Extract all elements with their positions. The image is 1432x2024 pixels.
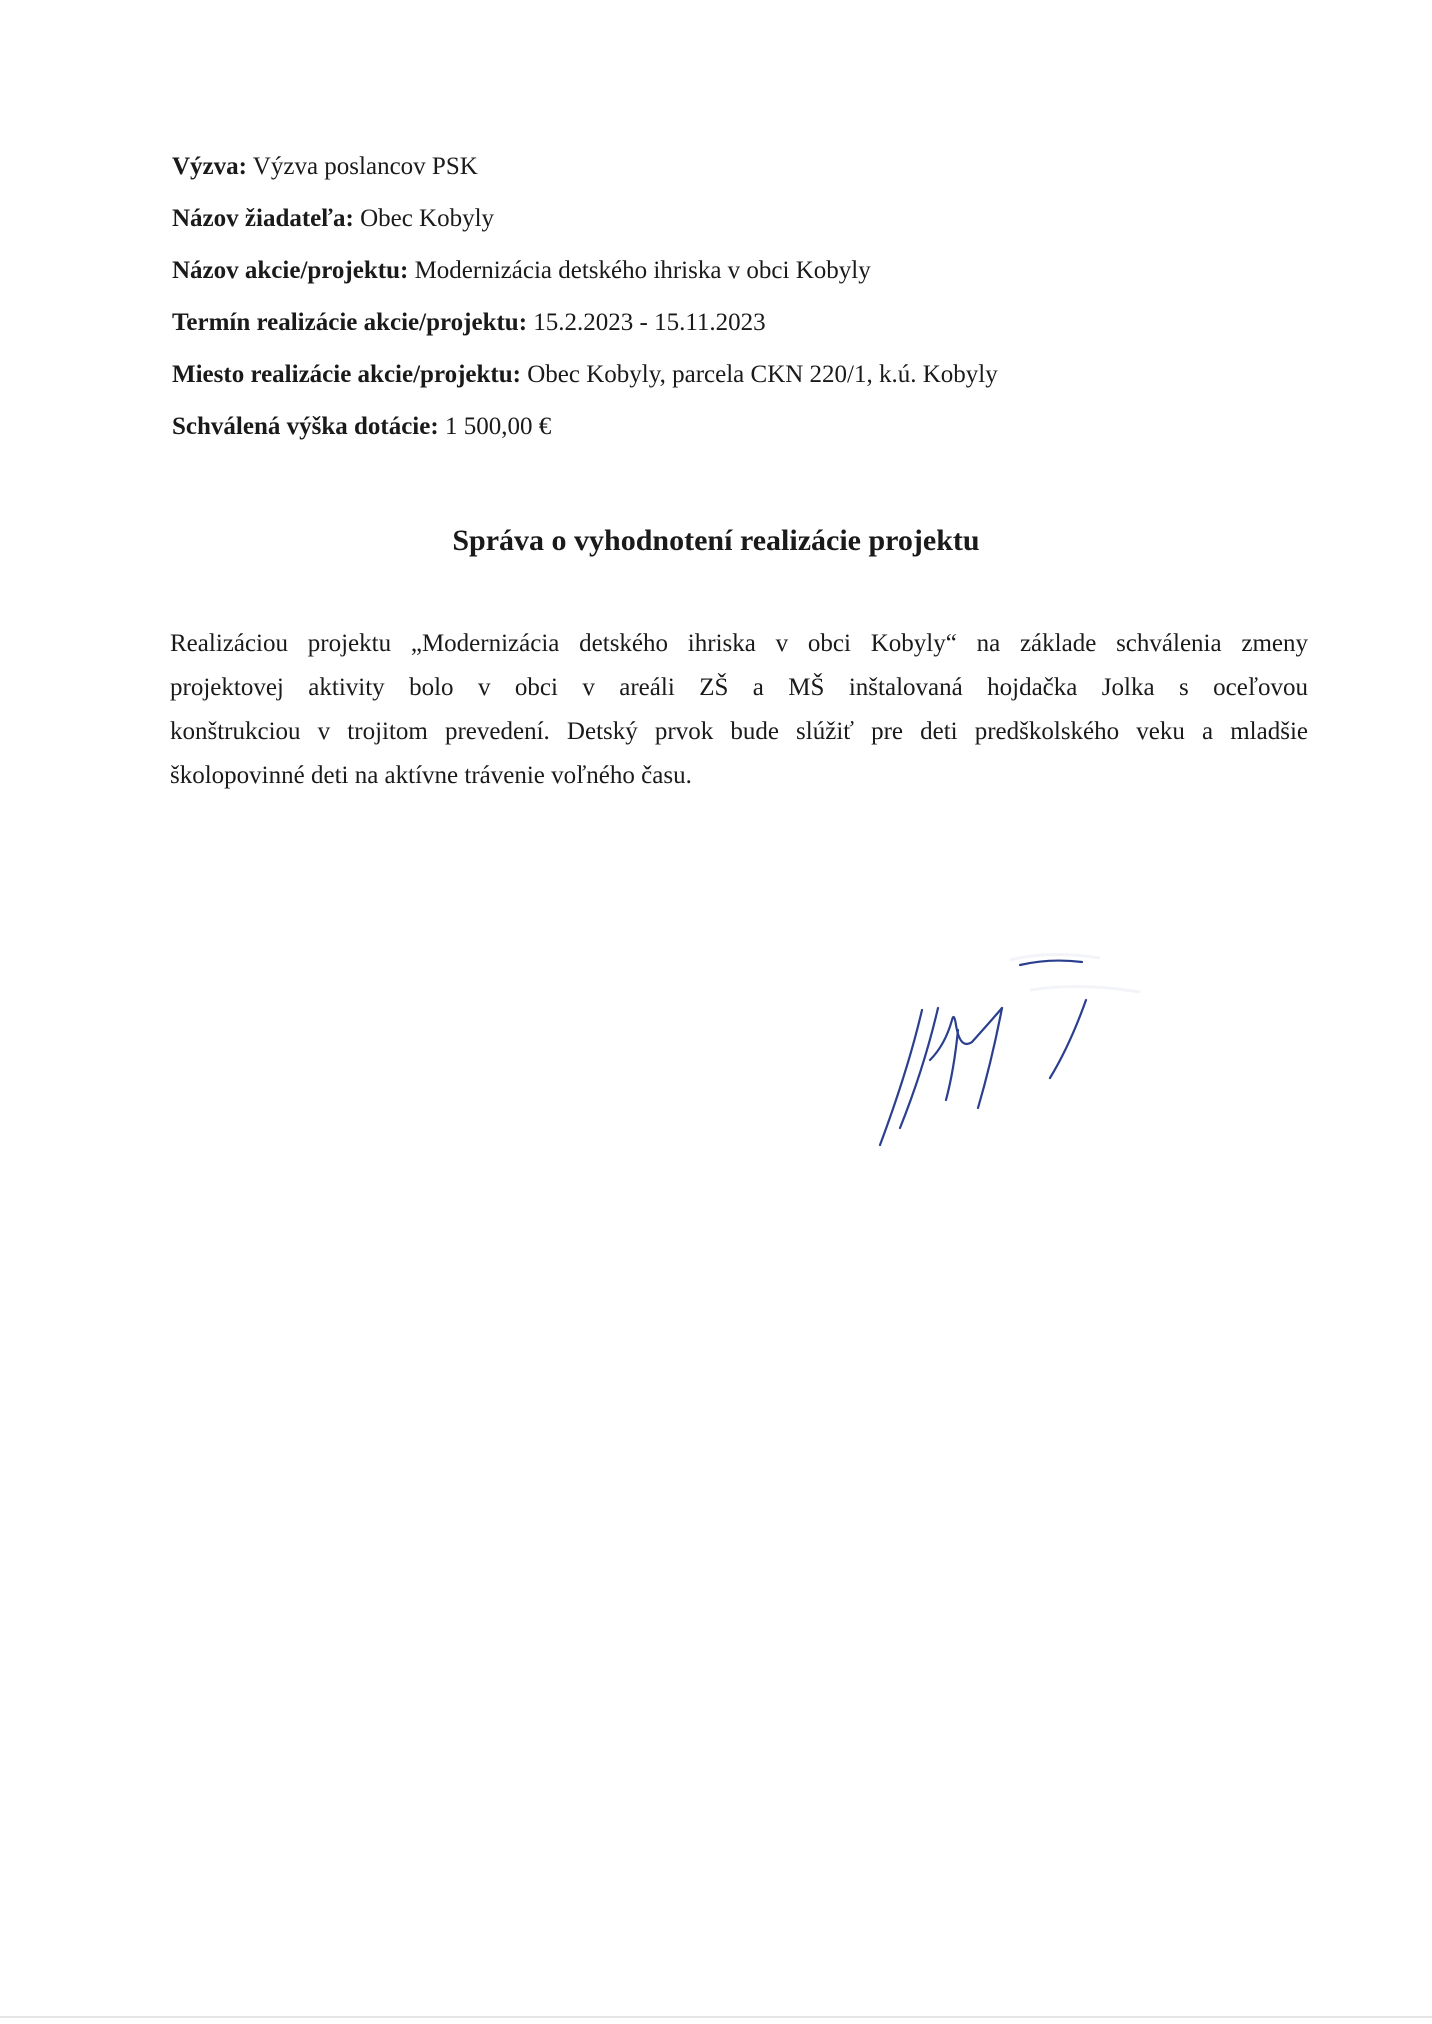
term-label: Termín realizácie akcie/projektu:	[172, 309, 528, 336]
paragraph-line: Realizáciou projektu „Modernizácia detského ihriska v obci Kobyly“ na základe schválenia zmeny	[170, 630, 1308, 657]
scan-edge-line	[0, 2016, 1432, 2018]
term-row	[172, 308, 1292, 338]
grant-value: 1 500,00 €	[444, 413, 552, 440]
applicant-value: Obec Kobyly	[360, 205, 495, 232]
project-name-label: Názov akcie/projektu:	[172, 257, 409, 284]
paragraph-line: školopovinné deti na aktívne trávenie voľného času.	[170, 762, 692, 789]
project-name-row	[172, 256, 1292, 286]
project-name-value: Modernizácia detského ihriska v obci Kobyly	[414, 257, 871, 284]
applicant-label: Názov žiadateľa:	[172, 205, 354, 232]
place-value: Obec Kobyly, parcela CKN 220/1, k.ú. Kobyly	[527, 361, 998, 388]
report-title: Správa o vyhodnotení realizácie projektu	[452, 524, 980, 557]
applicant-row	[172, 204, 1292, 234]
handwritten-signature	[860, 950, 1120, 1160]
project-info-block	[172, 152, 1292, 464]
paragraph-line: konštrukciou v trojitom prevedení. Detský prvok bude slúžiť pre deti predškolského veku a mladšie	[170, 718, 1308, 745]
report-paragraph	[170, 622, 1308, 798]
place-label: Miesto realizácie akcie/projektu:	[172, 361, 521, 388]
call-label: Výzva:	[172, 153, 247, 180]
grant-label: Schválená výška dotácie:	[172, 413, 439, 440]
term-value: 15.2.2023 - 15.11.2023	[533, 309, 766, 336]
paragraph-line: projektovej aktivity bolo v obci v areáli ZŠ a MŠ inštalovaná hojdačka Jolka s oceľovou	[170, 674, 1308, 701]
grant-row	[172, 412, 1292, 442]
place-row	[172, 360, 1292, 390]
call-value: Výzva poslancov PSK	[252, 153, 478, 180]
call-row	[172, 152, 1292, 182]
